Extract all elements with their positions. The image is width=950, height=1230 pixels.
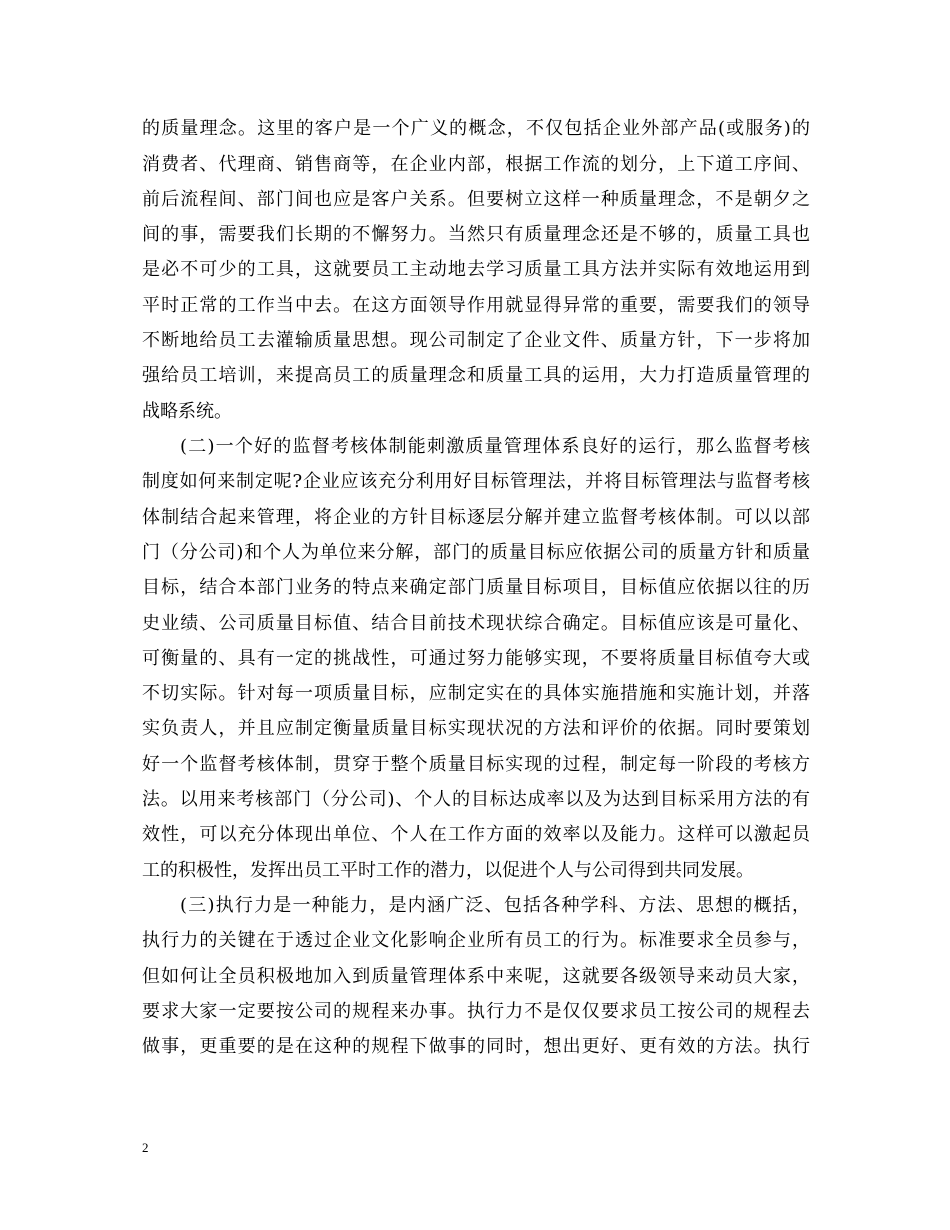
text-line: 法。以用来考核部门（分公司)、个人的目标达成率以及为达到目标采用方法的有 (142, 789, 810, 810)
text-line: 不切实际。针对每一项质量目标，应制定实在的具体实施措施和实施计划，并落 (142, 683, 810, 704)
text-line: 做事，更重要的是在这种的规程下做事的同时，想出更好、更有效的方法。执行 (142, 1036, 810, 1057)
text-line: 是必不可少的工具，这就要员工主动地去学习质量工具方法并实际有效地运用到 (142, 259, 810, 280)
text-line: 要求大家一定要按公司的规程来办事。执行力不是仅仅要求员工按公司的规程去 (142, 1001, 810, 1022)
text-line: 执行力的关键在于透过企业文化影响企业所有员工的行为。标准要求全员参与， (142, 930, 810, 951)
paragraph-start-line: (二)一个好的监督考核体制能刺激质量管理体系良好的运行，那么监督考核 (180, 436, 810, 457)
text-line: 效性，可以充分体现出单位、个人在工作方面的效率以及能力。这样可以激起员 (142, 824, 810, 845)
text-line: 但如何让全员积极地加入到质量管理体系中来呢，这就要各级领导来动员大家， (142, 966, 810, 987)
text-line: 平时正常的工作当中去。在这方面领导作用就显得异常的重要，需要我们的领导 (142, 295, 810, 316)
text-line: 的质量理念。这里的客户是一个广义的概念，不仅包括企业外部产品(或服务)的 (142, 118, 810, 139)
text-line: 消费者、代理商、销售商等，在企业内部，根据工作流的划分，上下道工序间、 (142, 154, 810, 175)
text-line: 目标，结合本部门业务的特点来确定部门质量目标项目，目标值应依据以往的历 (142, 577, 810, 598)
text-line: 工的积极性，发挥出员工平时工作的潜力，以促进个人与公司得到共同发展。 (142, 860, 754, 881)
text-line: 门（分公司)和个人为单位来分解，部门的质量目标应依据公司的质量方针和质量 (142, 542, 810, 563)
text-line: 体制结合起来管理，将企业的方针目标逐层分解并建立监督考核体制。可以以部 (142, 507, 810, 528)
text-line: 前后流程间、部门间也应是客户关系。但要树立这样一种质量理念，不是朝夕之 (142, 189, 810, 210)
text-line: 战略系统。 (142, 401, 232, 422)
text-line: 不断地给员工去灌输质量思想。现公司制定了企业文件、质量方针，下一步将加 (142, 330, 810, 351)
text-line: 史业绩、公司质量目标值、结合目前技术现状综合确定。目标值应该是可量化、 (142, 613, 810, 634)
page-number: 2 (142, 1140, 149, 1155)
text-line: 实负责人，并且应制定衡量质量目标实现状况的方法和评价的依据。同时要策划 (142, 718, 810, 739)
text-line: 好一个监督考核体制，贯穿于整个质量目标实现的过程，制定每一阶段的考核方 (142, 754, 810, 775)
text-line: 强给员工培训，来提高员工的质量理念和质量工具的运用，大力打造质量管理的 (142, 365, 810, 386)
text-line: 可衡量的、具有一定的挑战性，可通过努力能够实现，不要将质量目标值夸大或 (142, 648, 810, 669)
text-line: 间的事，需要我们长期的不懈努力。当然只有质量理念还是不够的，质量工具也 (142, 224, 810, 245)
paragraph-start-line: (三)执行力是一种能力，是内涵广泛、包括各种学科、方法、思想的概括， (180, 895, 810, 916)
text-line: 制度如何来制定呢?企业应该充分利用好目标管理法，并将目标管理法与监督考核 (142, 471, 810, 492)
